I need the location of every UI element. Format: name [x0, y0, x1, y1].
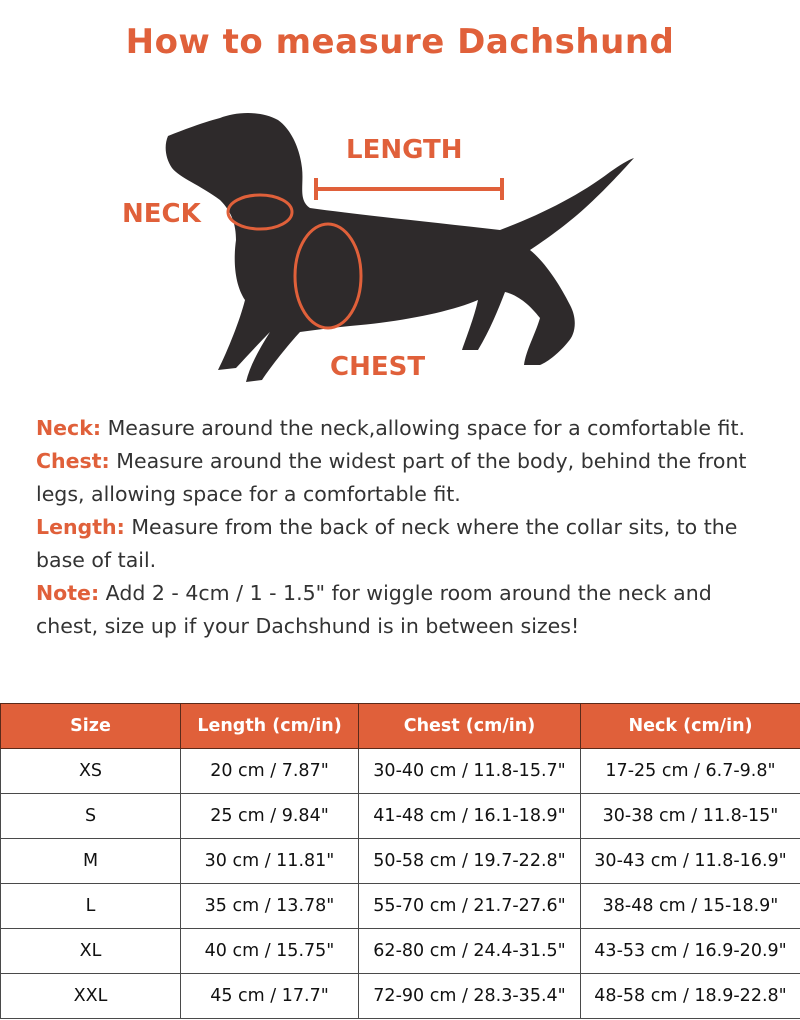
instruction-chest — [36, 445, 776, 511]
chest-cell: 41-48 cm / 16.1-18.9" — [359, 794, 581, 839]
instruction-length — [36, 511, 776, 577]
neck-cell: 17-25 cm / 6.7-9.8" — [581, 749, 800, 794]
length-label: LENGTH — [346, 135, 463, 165]
table-row — [1, 794, 800, 839]
column-header-size: Size — [1, 704, 181, 749]
length-cell: 35 cm / 13.78" — [181, 884, 359, 929]
table-header-row — [1, 704, 800, 749]
neck-label: NECK — [122, 199, 201, 229]
column-header-length: Length (cm/in) — [181, 704, 359, 749]
instruction-term: Note: — [36, 581, 100, 605]
neck-cell: 38-48 cm / 15-18.9" — [581, 884, 800, 929]
instruction-text: Measure around the widest part of the body, behind the front legs, allowing space for a comfortable fit. — [36, 449, 747, 506]
instruction-text: Measure from the back of neck where the collar sits, to the base of tail. — [36, 515, 738, 572]
size-cell: XXL — [1, 974, 181, 1019]
length-indicator — [316, 178, 502, 200]
instruction-term: Chest: — [36, 449, 110, 473]
size-cell: XS — [1, 749, 181, 794]
size-cell: L — [1, 884, 181, 929]
chest-cell: 62-80 cm / 24.4-31.5" — [359, 929, 581, 974]
instruction-neck — [36, 412, 776, 445]
column-header-chest: Chest (cm/in) — [359, 704, 581, 749]
chest-cell: 50-58 cm / 19.7-22.8" — [359, 839, 581, 884]
table-row — [1, 974, 800, 1019]
chest-cell: 55-70 cm / 21.7-27.6" — [359, 884, 581, 929]
length-cell: 45 cm / 17.7" — [181, 974, 359, 1019]
column-header-neck: Neck (cm/in) — [581, 704, 800, 749]
instruction-text: Add 2 - 4cm / 1 - 1.5" for wiggle room around the neck and chest, size up if your Dachshund is in between sizes! — [36, 581, 712, 638]
length-cell: 20 cm / 7.87" — [181, 749, 359, 794]
length-cell: 25 cm / 9.84" — [181, 794, 359, 839]
neck-cell: 48-58 cm / 18.9-22.8" — [581, 974, 800, 1019]
table-row — [1, 749, 800, 794]
page-title: How to measure Dachshund — [125, 22, 675, 62]
instruction-term: Neck: — [36, 416, 102, 440]
size-chart-table — [0, 703, 800, 1019]
length-cell: 40 cm / 15.75" — [181, 929, 359, 974]
size-cell: XL — [1, 929, 181, 974]
length-cell: 30 cm / 11.81" — [181, 839, 359, 884]
neck-cell: 30-43 cm / 11.8-16.9" — [581, 839, 800, 884]
size-cell: M — [1, 839, 181, 884]
table-row — [1, 929, 800, 974]
dachshund-measurement-diagram — [100, 100, 660, 400]
chest-label: CHEST — [330, 352, 426, 382]
instruction-text: Measure around the neck,allowing space for a comfortable fit. — [101, 416, 746, 440]
instruction-term: Length: — [36, 515, 125, 539]
neck-cell: 43-53 cm / 16.9-20.9" — [581, 929, 800, 974]
neck-cell: 30-38 cm / 11.8-15" — [581, 794, 800, 839]
table-row — [1, 839, 800, 884]
instruction-note — [36, 577, 776, 643]
measurement-instructions — [36, 412, 776, 643]
chest-cell: 30-40 cm / 11.8-15.7" — [359, 749, 581, 794]
chest-cell: 72-90 cm / 28.3-35.4" — [359, 974, 581, 1019]
size-cell: S — [1, 794, 181, 839]
table-row — [1, 884, 800, 929]
